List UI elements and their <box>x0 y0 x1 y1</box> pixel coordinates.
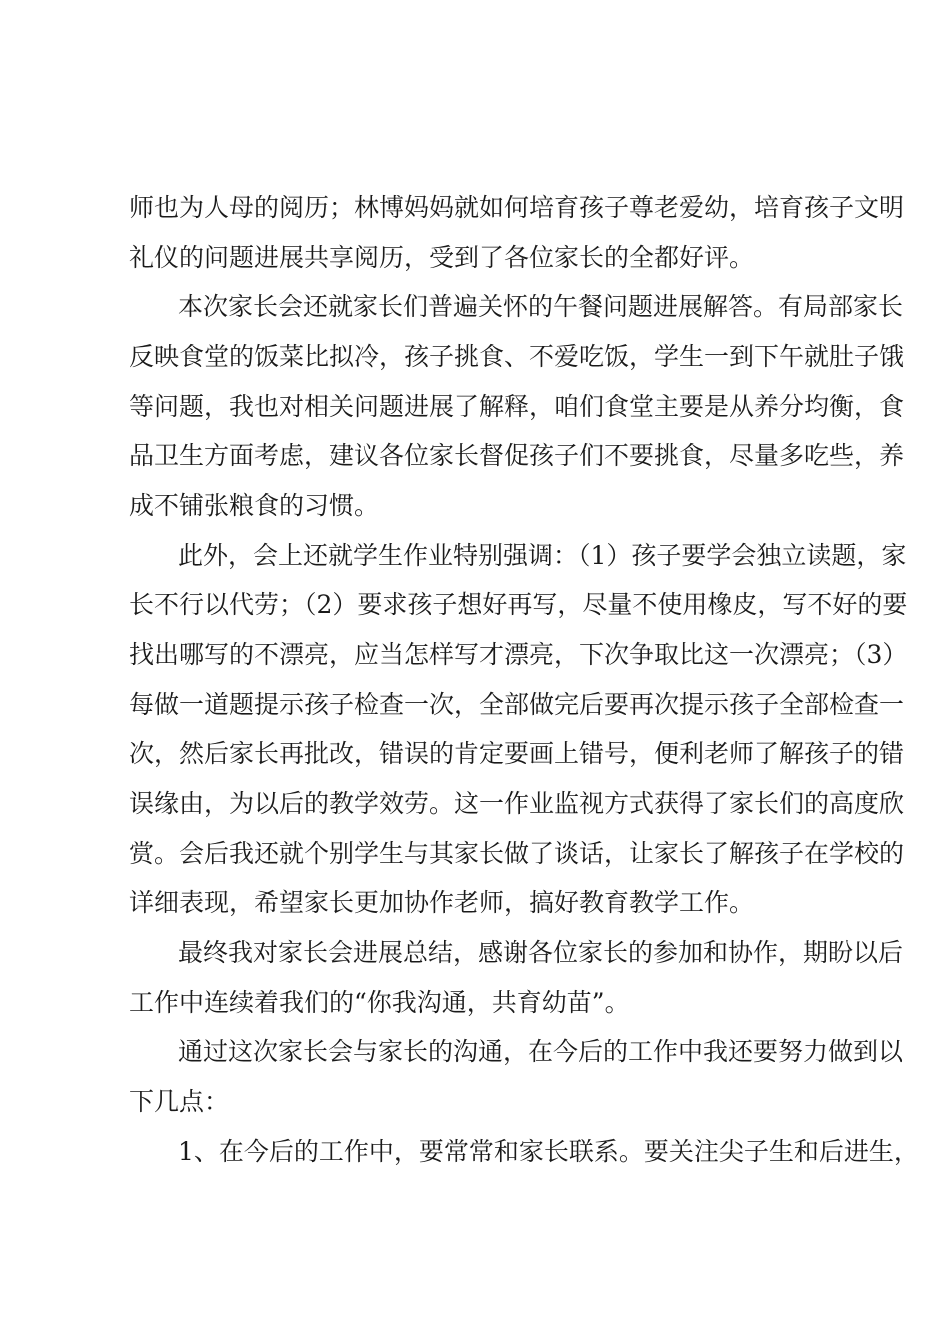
text-line: 反映食堂的饭菜比拟冷，孩子挑食、不爱吃饭，学生一到下午就肚子饿 <box>129 342 905 371</box>
text-line: 品卫生方面考虑，建议各位家长督促孩子们不要挑食，尽量多吃些，养 <box>129 441 905 470</box>
text-line: 通过这次家长会与家长的沟通，在今后的工作中我还要努力做到以 <box>178 1037 904 1066</box>
text-line: 师也为人母的阅历；林博妈妈就如何培育孩子尊老爱幼，培育孩子文明 <box>129 193 905 222</box>
text-line: 误缘由，为以后的教学效劳。这一作业监视方式获得了家长们的高度欣 <box>129 789 905 818</box>
text-line: 成不铺张粮食的习惯。 <box>129 491 380 520</box>
text-line: 下几点： <box>129 1087 230 1116</box>
text-line: 礼仪的问题进展共享阅历，受到了各位家长的全都好评。 <box>129 243 755 272</box>
text-line: 本次家长会还就家长们普遍关怀的午餐问题进展解答。有局部家长 <box>178 292 904 321</box>
text-line: 此外，会上还就学生作业特别强调：（1）孩子要学会独立读题，家 <box>178 541 907 570</box>
text-line: 等问题，我也对相关问题进展了解释，咱们食堂主要是从养分均衡，食 <box>129 392 905 421</box>
text-line: 详细表现，希望家长更加协作老师，搞好教育教学工作。 <box>129 888 755 917</box>
text-line: 最终我对家长会进展总结，感谢各位家长的参加和协作，期盼以后 <box>178 938 904 967</box>
text-line: 1、在今后的工作中，要常常和家长联系。要关注尖子生和后进生， <box>178 1137 919 1166</box>
text-line: 长不行以代劳；（2）要求孩子想好再写，尽量不使用橡皮，写不好的要 <box>129 590 908 619</box>
text-line: 赏。会后我还就个别学生与其家长做了谈话，让家长了解孩子在学校的 <box>129 839 905 868</box>
text-line: 工作中连续着我们的“你我沟通，共育幼苗”。 <box>129 988 630 1017</box>
text-line: 找出哪写的不漂亮，应当怎样写才漂亮，下次争取比这一次漂亮；（3） <box>129 640 908 669</box>
text-line: 每做一道题提示孩子检查一次，全部做完后要再次提示孩子全部检查一 <box>129 690 905 719</box>
text-line: 次，然后家长再批改，错误的肯定要画上错号，便利老师了解孩子的错 <box>129 739 905 768</box>
